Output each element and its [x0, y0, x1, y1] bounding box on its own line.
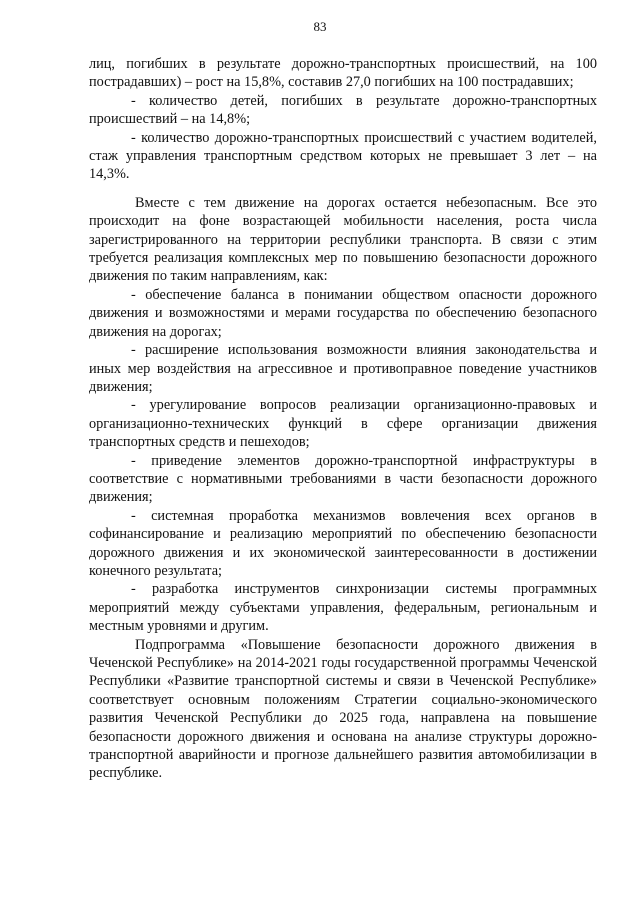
- list-item: - обеспечение баланса в понимании обществом опасности дорожного движения и возможностями и мерами государства по обеспечению безопасного движения на дорогах;: [89, 286, 597, 340]
- paragraph: Вместе с тем движение на дорогах остается небезопасным. Все это происходит на фоне возрастающей мобильности населения, роста числа зарегистрированного на территории республики транспорта. В связи с этим требуется реализация комплексных мер по повышению безопасности дорожного движения по таким направлениям, как:: [89, 194, 597, 285]
- list-item: - системная проработка механизмов вовлечения всех органов в софинансирование и реализацию мероприятий по обеспечению безопасности дорожного движения и их экономической заинтересованности в достижении конечного результата;: [89, 507, 597, 579]
- list-item: - количество детей, погибших в результате дорожно-транспортных происшествий – на 14,8%;: [89, 92, 597, 128]
- list-item: - разработка инструментов синхронизации системы программных мероприятий между субъектами управления, федеральным, региональным и местным уровнями и другим.: [89, 581, 597, 635]
- list-item: - количество дорожно-транспортных происшествий с участием водителей, стаж управления транспортным средством которых не превышает 3 лет – на 14,3%.: [89, 129, 597, 183]
- document-body: [89, 55, 597, 783]
- list-item: - расширение использования возможности влияния законодательства и иных мер воздействия на агрессивное и противоправное поведение участников движения;: [89, 342, 597, 395]
- list-item: - урегулирование вопросов реализации организационно-правовых и организационно-технических функций в сфере организации движения транспортных средств и пешеходов;: [89, 397, 597, 451]
- paragraph: Подпрограмма «Повышение безопасности дорожного движения в Чеченской Республике» на 2014-2021 годы государственной программы Чеченской Республики «Развитие транспортной системы и связи в Чеченской Республике» соответствует основным положениям Стратегии социально-экономического развития Чеченской Республики до 2025 года, направлена на повышение безопасности дорожного движения и основана на анализе структуры дорожно-транспортной аварийности и прогнозе дальнейшего развития автомобилизации в республике.: [89, 636, 597, 782]
- continued-paragraph: лиц, погибших в результате дорожно-транспортных происшествий, на 100 пострадавших) – рост на 15,8%, составив 27,0 погибших на 100 пострадавших;: [89, 56, 597, 91]
- list-item: - приведение элементов дорожно-транспортной инфраструктуры в соответствие с нормативными требованиями в части безопасности дорожного движения;: [89, 452, 597, 506]
- page-number: 83: [313, 19, 327, 34]
